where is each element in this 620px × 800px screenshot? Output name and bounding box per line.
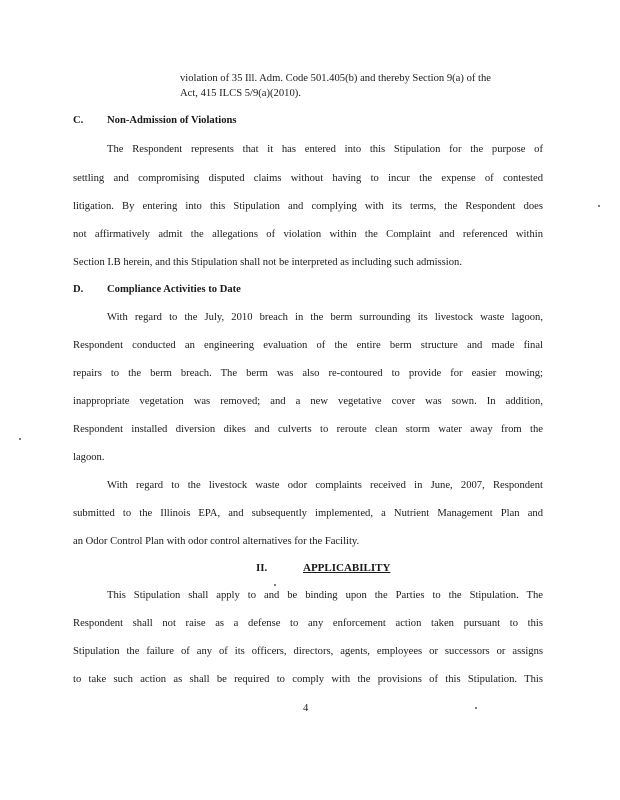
- scan-speck: [274, 584, 276, 586]
- scan-speck: [19, 438, 21, 440]
- section-ii-line-3: Stipulation the failure of any of its officers, directors, agents, employees or successors or assigns: [73, 646, 543, 657]
- section-d-p1-line-5: Respondent installed diversion dikes and culverts to reroute clean storm water away from the: [73, 424, 543, 435]
- section-ii-heading: APPLICABILITY: [303, 562, 391, 574]
- section-d-p2-line-1: With regard to the livestock waste odor complaints received in June, 2007, Respondent: [107, 480, 543, 491]
- section-c-line-3: litigation. By entering into this Stipulation and complying with its terms, the Respondent does: [73, 201, 543, 212]
- section-ii-line-2: Respondent shall not raise as a defense to any enforcement action taken pursuant to this: [73, 618, 543, 629]
- section-c-letter: C.: [73, 115, 84, 126]
- section-ii-line-4: to take such action as shall be required to comply with the provisions of this Stipulation. This: [73, 674, 543, 685]
- section-d-heading: Compliance Activities to Date: [107, 284, 241, 295]
- scan-speck: [598, 205, 600, 207]
- scan-speck: [475, 707, 477, 709]
- section-d-p1-line-1: With regard to the July, 2010 breach in the berm surrounding its livestock waste lagoon,: [107, 312, 543, 323]
- section-d-p2-line-2: submitted to the Illinois EPA, and subsequently implemented, a Nutrient Management Plan and: [73, 508, 543, 519]
- section-c-line-5: Section I.B herein, and this Stipulation shall not be interpreted as including such admission.: [73, 257, 462, 268]
- section-c-line-2: settling and compromising disputed claims without having to incur the expense of contested: [73, 173, 543, 184]
- section-d-p2-line-3: an Odor Control Plan with odor control alternatives for the Facility.: [73, 536, 360, 547]
- section-d-letter: D.: [73, 284, 84, 295]
- section-c-line-4: not affirmatively admit the allegations of violation within the Complaint and referenced within: [73, 229, 543, 240]
- quote-line-2: Act, 415 ILCS 5/9(a)(2010).: [180, 88, 301, 99]
- page-number: 4: [303, 703, 309, 714]
- section-d-p1-line-6: lagoon.: [73, 452, 105, 463]
- section-ii-number: II.: [256, 562, 268, 574]
- quote-line-1: violation of 35 Ill. Adm. Code 501.405(b) and thereby Section 9(a) of the: [180, 73, 491, 84]
- section-ii-line-1: This Stipulation shall apply to and be binding upon the Parties to the Stipulation. The: [107, 590, 543, 601]
- section-c-line-1: The Respondent represents that it has entered into this Stipulation for the purpose of: [107, 144, 543, 155]
- section-d-p1-line-2: Respondent conducted an engineering evaluation of the entire berm structure and made final: [73, 340, 543, 351]
- section-d-p1-line-3: repairs to the berm breach. The berm was also re-contoured to provide for easier mowing;: [73, 368, 543, 379]
- section-d-p1-line-4: inappropriate vegetation was removed; and a new vegetative cover was sown. In addition,: [73, 396, 543, 407]
- section-c-heading: Non-Admission of Violations: [107, 115, 237, 126]
